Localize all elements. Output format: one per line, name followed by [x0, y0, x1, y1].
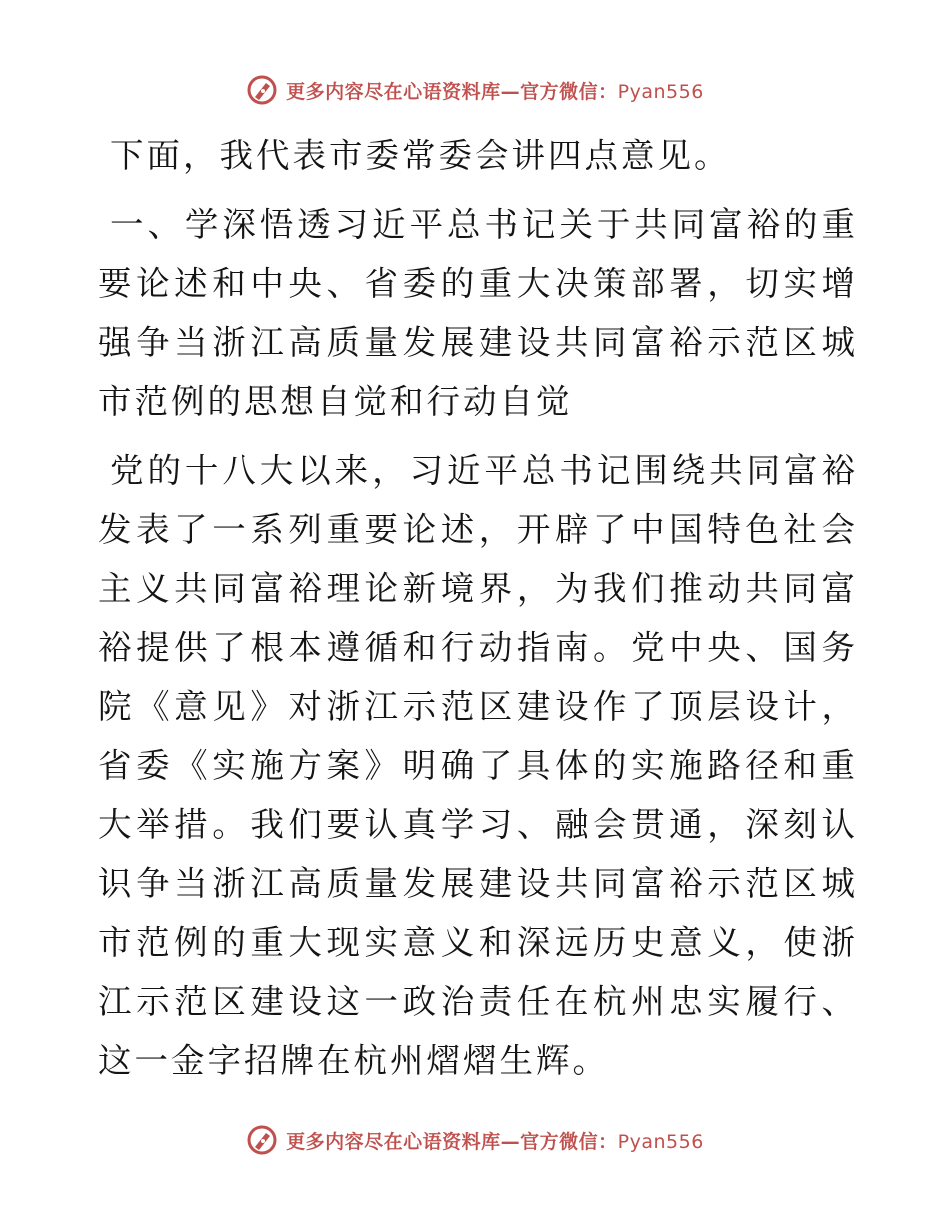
pen-nib-circle-icon	[246, 74, 278, 106]
footer-watermark	[0, 1120, 950, 1160]
document-body	[98, 126, 858, 1090]
intro-paragraph: 下面，我代表市委常委会讲四点意见。	[110, 136, 731, 175]
watermark-text: 更多内容尽在心语资料库—官方微信：Pyan556	[286, 1130, 704, 1153]
body-paragraph: 党的十八大以来，习近平总书记围绕共同富裕发表了一系列重要论述，开辟了中国特色社会主义共同富裕理论新境界，为我们推动共同富裕提供了根本遵循和行动指南。党中央、国务院《意见》对浙江示范区建设作了顶层设计，省委《实施方案》明确了具体的实施路径和重大举措。我们要认真学习、融会贯通，深刻认识争当浙江高质量发展建设共同富裕示范区城市范例的重大现实意义和深远历史意义，使浙江示范区建设这一政治责任在杭州忠实履行、这一金字招牌在杭州熠熠生辉。	[98, 451, 858, 1080]
header-watermark	[0, 70, 950, 110]
section-heading: 一、学深悟透习近平总书记关于共同富裕的重要论述和中央、省委的重大决策部署，切实增强争当浙江高质量发展建设共同富裕示范区城市范例的思想自觉和行动自觉	[98, 205, 858, 421]
pen-nib-circle-icon	[246, 1124, 278, 1156]
watermark-text: 更多内容尽在心语资料库—官方微信：Pyan556	[286, 80, 704, 103]
